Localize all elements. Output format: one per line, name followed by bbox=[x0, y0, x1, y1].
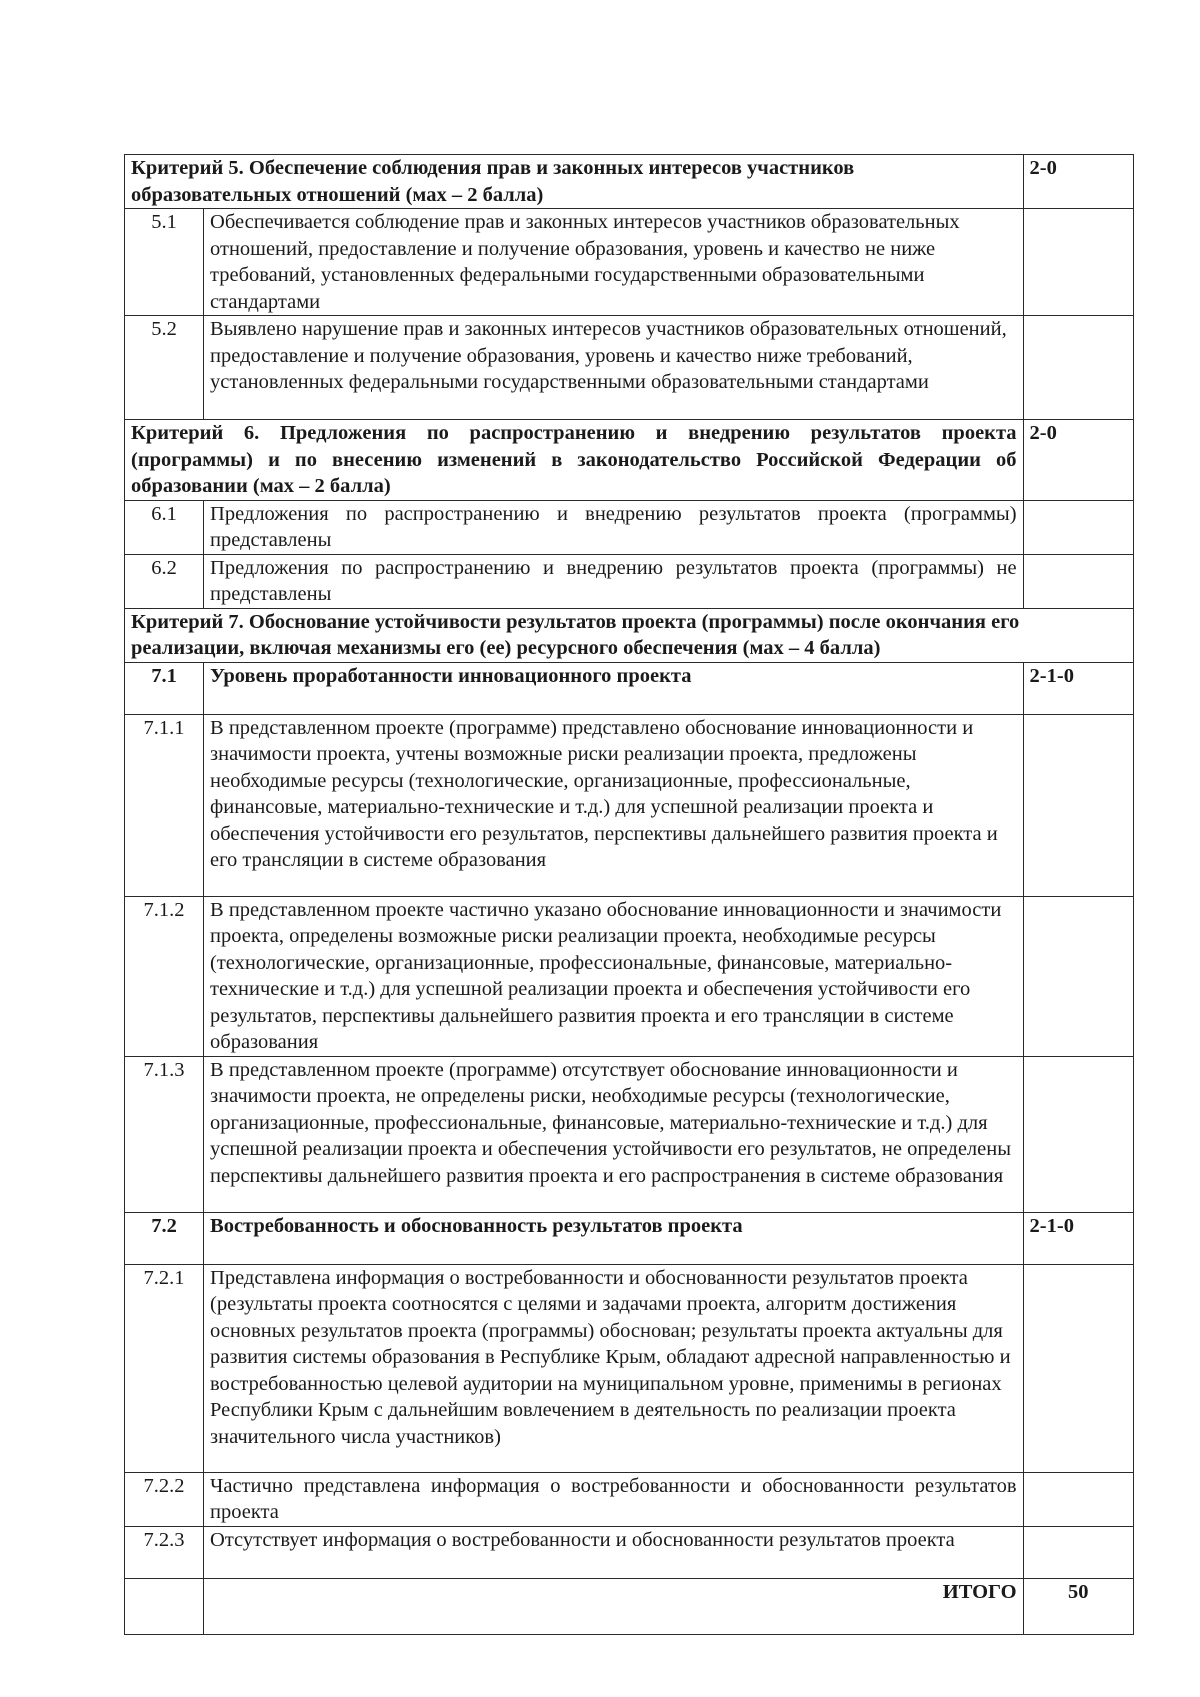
total-row bbox=[125, 1578, 1134, 1634]
score-cell bbox=[1023, 714, 1133, 896]
item-number: 7.2.2 bbox=[125, 1472, 204, 1526]
score-cell bbox=[1023, 1526, 1133, 1578]
table-row bbox=[125, 1056, 1134, 1212]
item-number: 6.1 bbox=[125, 500, 204, 554]
table-row bbox=[125, 1472, 1134, 1526]
criterion-6-title: Критерий 6. Предложения по распространению и внедрению результатов проекта (программы) и по внесению изменений в законодательство Российской Федерации об образовании (мах – 2 балла) bbox=[125, 420, 1024, 501]
score-cell bbox=[1023, 500, 1133, 554]
criterion-6-score: 2-0 bbox=[1023, 420, 1133, 501]
score-cell bbox=[1023, 316, 1133, 420]
criterion-7-title: Критерий 7. Обоснование устойчивости результатов проекта (программы) после окончания его реализации, включая механизмы его (ее) ресурсного обеспечения (мах – 4 балла) bbox=[125, 608, 1134, 662]
table-row bbox=[125, 1526, 1134, 1578]
subcriterion-7-1-row bbox=[125, 662, 1134, 714]
item-number: 7.2.3 bbox=[125, 1526, 204, 1578]
item-text: Выявлено нарушение прав и законных интересов участников образовательных отношений, предоставление и получение образования, уровень и качество ниже требований, установленных федеральными государственными образовательными стандартами bbox=[204, 316, 1024, 420]
subcriterion-number: 7.2 bbox=[125, 1212, 204, 1264]
table-row bbox=[125, 1264, 1134, 1472]
criterion-5-title: Критерий 5. Обеспечение соблюдения прав и законных интересов участников образовательных отношений (мах – 2 балла) bbox=[125, 155, 1024, 209]
table-row bbox=[125, 896, 1134, 1056]
score-cell bbox=[1023, 1472, 1133, 1526]
table-row bbox=[125, 316, 1134, 420]
empty-cell bbox=[125, 1578, 204, 1634]
table-row bbox=[125, 554, 1134, 608]
criteria-table bbox=[124, 154, 1134, 1635]
item-text: Отсутствует информация о востребованности и обоснованности результатов проекта bbox=[204, 1526, 1024, 1578]
score-cell bbox=[1023, 1264, 1133, 1472]
subcriterion-title: Уровень проработанности инновационного проекта bbox=[204, 662, 1024, 714]
score-cell bbox=[1023, 1056, 1133, 1212]
item-number: 6.2 bbox=[125, 554, 204, 608]
item-text: Предложения по распространению и внедрению результатов проекта (программы) не представлены bbox=[204, 554, 1024, 608]
item-text: Представлена информация о востребованности и обоснованности результатов проекта (результаты проекта соотносятся с целями и задачами проекта, алгоритм достижения основных результатов проекта (программы) обоснован; результаты проекта актуальны для развития системы образования в Республике Крым, обладают адресной направленностью и востребованностью целевой аудитории на муниципальном уровне, применимы в регионах Республики Крым с дальнейшим вовлечением в деятельность по реализации проекта значительного числа участников) bbox=[204, 1264, 1024, 1472]
score-cell bbox=[1023, 554, 1133, 608]
item-text: В представленном проекте частично указано обоснование инновационности и значимости проекта, определены возможные риски реализации проекта, необходимые ресурсы (технологические, организационные, профессиональные, финансовые, материально-технические и т.д.) для успешной реализации проекта и обеспечения устойчивости его результатов, перспективы дальнейшего развития проекта и его трансляции в системе образования bbox=[204, 896, 1024, 1056]
table-row bbox=[125, 500, 1134, 554]
table-row bbox=[125, 714, 1134, 896]
subcriterion-score: 2-1-0 bbox=[1023, 662, 1133, 714]
criterion-6-row bbox=[125, 420, 1134, 501]
subcriterion-title: Востребованность и обоснованность результатов проекта bbox=[204, 1212, 1024, 1264]
item-text: В представленном проекте (программе) отсутствует обоснование инновационности и значимости проекта, не определены риски, необходимые ресурсы (технологические, организационные, профессиональные, финансовые, материально-технические и т.д.) для успешной реализации проекта и обеспечения устойчивости его результатов, не определены перспективы дальнейшего развития проекта и его распространения в системе образования bbox=[204, 1056, 1024, 1212]
item-text: Предложения по распространению и внедрению результатов проекта (программы) представлены bbox=[204, 500, 1024, 554]
item-text: Обеспечивается соблюдение прав и законных интересов участников образовательных отношений, предоставление и получение образования, уровень и качество не ниже требований, установленных федеральными государственными образовательными стандартами bbox=[204, 209, 1024, 316]
criterion-7-row bbox=[125, 608, 1134, 662]
item-number: 7.1.3 bbox=[125, 1056, 204, 1212]
item-text: В представленном проекте (программе) представлено обоснование инновационности и значимости проекта, учтены возможные риски реализации проекта, предложены необходимые ресурсы (технологические, организационные, профессиональные, финансовые, материально-технические и т.д.) для успешной реализации проекта и обеспечения устойчивости его результатов, перспективы дальнейшего развития проекта и его трансляции в системе образования bbox=[204, 714, 1024, 896]
total-value: 50 bbox=[1023, 1578, 1133, 1634]
item-number: 5.1 bbox=[125, 209, 204, 316]
total-label: ИТОГО bbox=[204, 1578, 1024, 1634]
criterion-5-score: 2-0 bbox=[1023, 155, 1133, 209]
item-text: Частично представлена информация о востребованности и обоснованности результатов проекта bbox=[204, 1472, 1024, 1526]
item-number: 7.1.2 bbox=[125, 896, 204, 1056]
item-number: 7.1.1 bbox=[125, 714, 204, 896]
score-cell bbox=[1023, 896, 1133, 1056]
subcriterion-score: 2-1-0 bbox=[1023, 1212, 1133, 1264]
subcriterion-7-2-row bbox=[125, 1212, 1134, 1264]
item-number: 7.2.1 bbox=[125, 1264, 204, 1472]
table-row bbox=[125, 209, 1134, 316]
item-number: 5.2 bbox=[125, 316, 204, 420]
score-cell bbox=[1023, 209, 1133, 316]
subcriterion-number: 7.1 bbox=[125, 662, 204, 714]
criterion-5-row bbox=[125, 155, 1134, 209]
